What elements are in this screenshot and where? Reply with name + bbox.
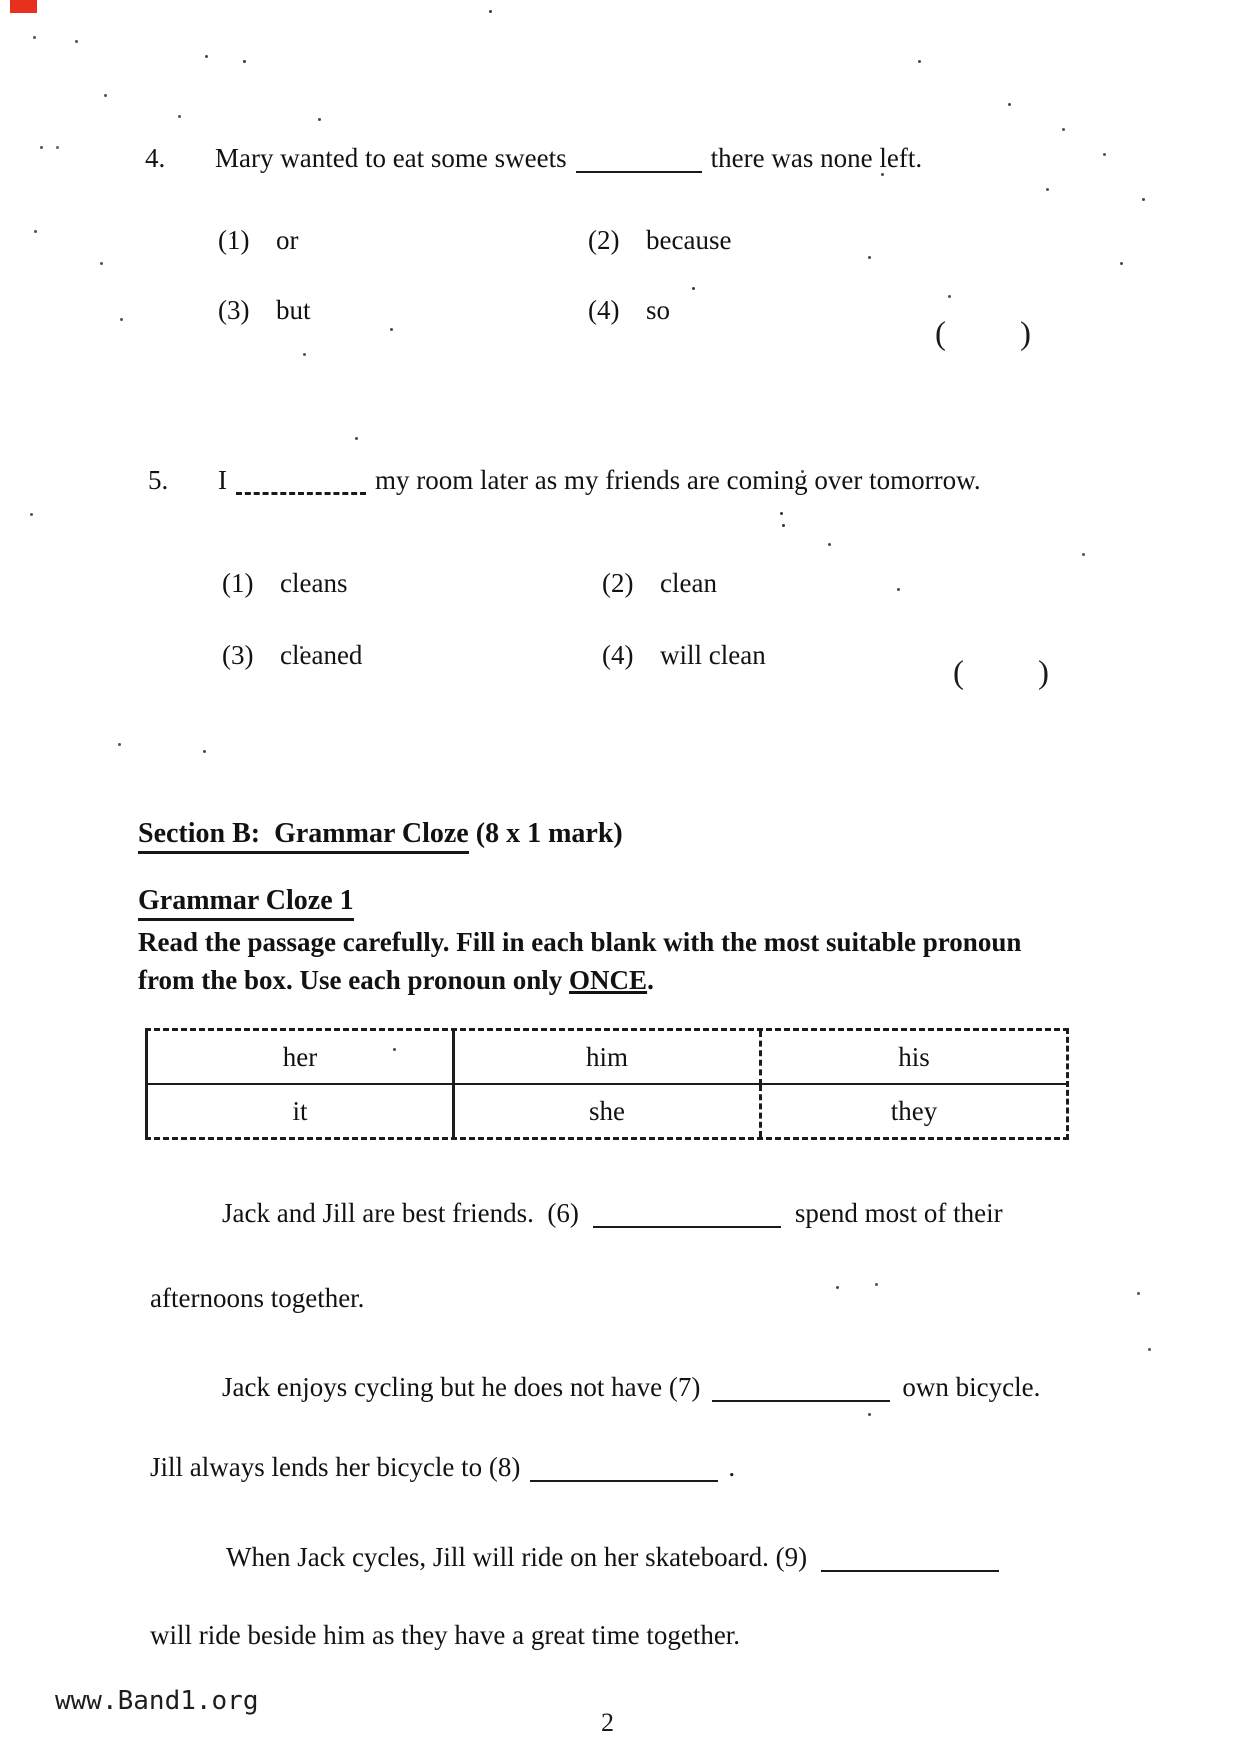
- section-b-heading-marks: (8 x 1 mark): [468, 818, 623, 849]
- pronoun-box-table: [145, 1028, 1069, 1140]
- question-5-option-2-label: clean: [660, 568, 717, 598]
- passage-line-2: [150, 1283, 364, 1314]
- passage-line-3-after: own bicycle.: [902, 1372, 1041, 1402]
- instructions-line-2: [138, 965, 654, 996]
- passage-line-5: [226, 1542, 1013, 1573]
- question-4-bracket-open: (: [935, 316, 946, 352]
- pronoun-box-row-1: [148, 1031, 1066, 1085]
- question-4-bracket-close: ): [1020, 316, 1031, 352]
- passage-line-5-before: When Jack cycles, Jill will ride on her skateboard. (9): [226, 1542, 808, 1572]
- passage-line-4-after: .: [728, 1452, 736, 1482]
- question-5-option-1-number: (1): [222, 568, 254, 598]
- grammar-cloze-1-subheading-text: Grammar Cloze 1: [138, 885, 354, 921]
- pronoun-cell-his: his: [762, 1031, 1066, 1085]
- question-5-number: 5.: [148, 465, 169, 495]
- question-4-option-2: [588, 225, 731, 256]
- answer-blank-8: [530, 1472, 718, 1482]
- question-5-option-2: [602, 568, 717, 599]
- question-4-option-3: [218, 295, 311, 326]
- question-5-option-4-number: (4): [602, 640, 634, 670]
- question-4-option-3-label: but: [276, 295, 311, 325]
- passage-line-1-before: Jack and Jill are best friends. (6): [222, 1198, 579, 1228]
- question-5-option-1: [222, 568, 347, 599]
- question-4-option-1: [218, 225, 299, 256]
- instructions-line-1-text: Read the passage carefully. Fill in each blank with the most suitable pronoun: [138, 927, 1022, 957]
- scan-noise-dots: [0, 0, 3, 3]
- page-number-text: 2: [601, 1708, 614, 1737]
- question-4-text-before: Mary wanted to eat some sweets: [215, 143, 567, 173]
- instructions-line-2-after: .: [647, 965, 654, 995]
- question-5-bracket-close: ): [1038, 655, 1049, 691]
- passage-line-1-after: spend most of their: [794, 1198, 1003, 1228]
- answer-blank-9: [821, 1562, 999, 1572]
- passage-line-6: [150, 1620, 740, 1651]
- question-5-blank: [236, 484, 366, 495]
- question-4-text-after: there was none left.: [710, 143, 923, 173]
- footer-website-url-text: www.Band1.org: [55, 1686, 259, 1716]
- question-5-option-3-number: (3): [222, 640, 254, 670]
- question-4-answer-brackets: [935, 316, 1031, 353]
- page-number: [601, 1708, 614, 1738]
- question-4-option-3-number: (3): [218, 295, 250, 325]
- question-5-option-4: [602, 640, 766, 671]
- passage-line-3-before: Jack enjoys cycling but he does not have (7): [222, 1372, 701, 1402]
- question-5-option-2-number: (2): [602, 568, 634, 598]
- pronoun-cell-they: they: [890, 1095, 938, 1126]
- question-4-option-2-label: because: [646, 225, 732, 255]
- grammar-cloze-1-subheading: [138, 885, 354, 917]
- question-5-text-after: my room later as my friends are coming over tomorrow.: [375, 465, 981, 495]
- passage-line-4-before: Jill always lends her bicycle to (8): [150, 1452, 521, 1482]
- pronoun-cell-she: she: [455, 1085, 762, 1137]
- question-5-option-4-label: will clean: [660, 640, 766, 670]
- question-4-option-4: [588, 295, 670, 326]
- passage-line-4: [150, 1452, 735, 1483]
- question-5-bracket-open: (: [953, 655, 964, 691]
- footer-website-url: [55, 1686, 259, 1716]
- question-5-answer-brackets: [953, 655, 1049, 692]
- question-4-option-1-number: (1): [218, 225, 250, 255]
- question-5-text-before: I: [218, 465, 227, 495]
- instructions-once-word: ONCE: [569, 965, 648, 995]
- question-5-line: [148, 465, 981, 496]
- section-b-heading: [138, 818, 623, 850]
- question-5-option-3-label: cleaned: [280, 640, 363, 670]
- answer-blank-7: [712, 1392, 890, 1402]
- passage-line-2-text: afternoons together.: [150, 1283, 365, 1313]
- passage-line-6-text: will ride beside him as they have a great time together.: [150, 1620, 741, 1650]
- question-5-option-1-label: cleans: [280, 568, 348, 598]
- pronoun-cell-him: him: [455, 1031, 762, 1085]
- question-4-option-4-number: (4): [588, 295, 620, 325]
- passage-line-3: [222, 1372, 1040, 1403]
- question-4-option-1-label: or: [276, 225, 299, 255]
- scan-red-mark: [10, 0, 37, 13]
- instructions-line-1: [138, 927, 1021, 958]
- answer-blank-6: [593, 1218, 781, 1228]
- question-5-option-3: [222, 640, 362, 671]
- passage-line-1: [222, 1198, 1003, 1229]
- instructions-line-2-before: from the box. Use each pronoun only: [138, 965, 570, 995]
- question-4-number: 4.: [145, 143, 166, 173]
- question-4-option-4-label: so: [646, 295, 671, 325]
- question-4-option-2-number: (2): [588, 225, 620, 255]
- pronoun-cell-it: it: [148, 1085, 455, 1137]
- pronoun-box-row-2: [148, 1085, 1066, 1137]
- question-4-blank: [576, 163, 702, 173]
- question-4-line: [145, 143, 922, 174]
- section-b-heading-underlined: Section B: Grammar Cloze: [138, 818, 469, 854]
- pronoun-cell-her: her: [148, 1031, 455, 1085]
